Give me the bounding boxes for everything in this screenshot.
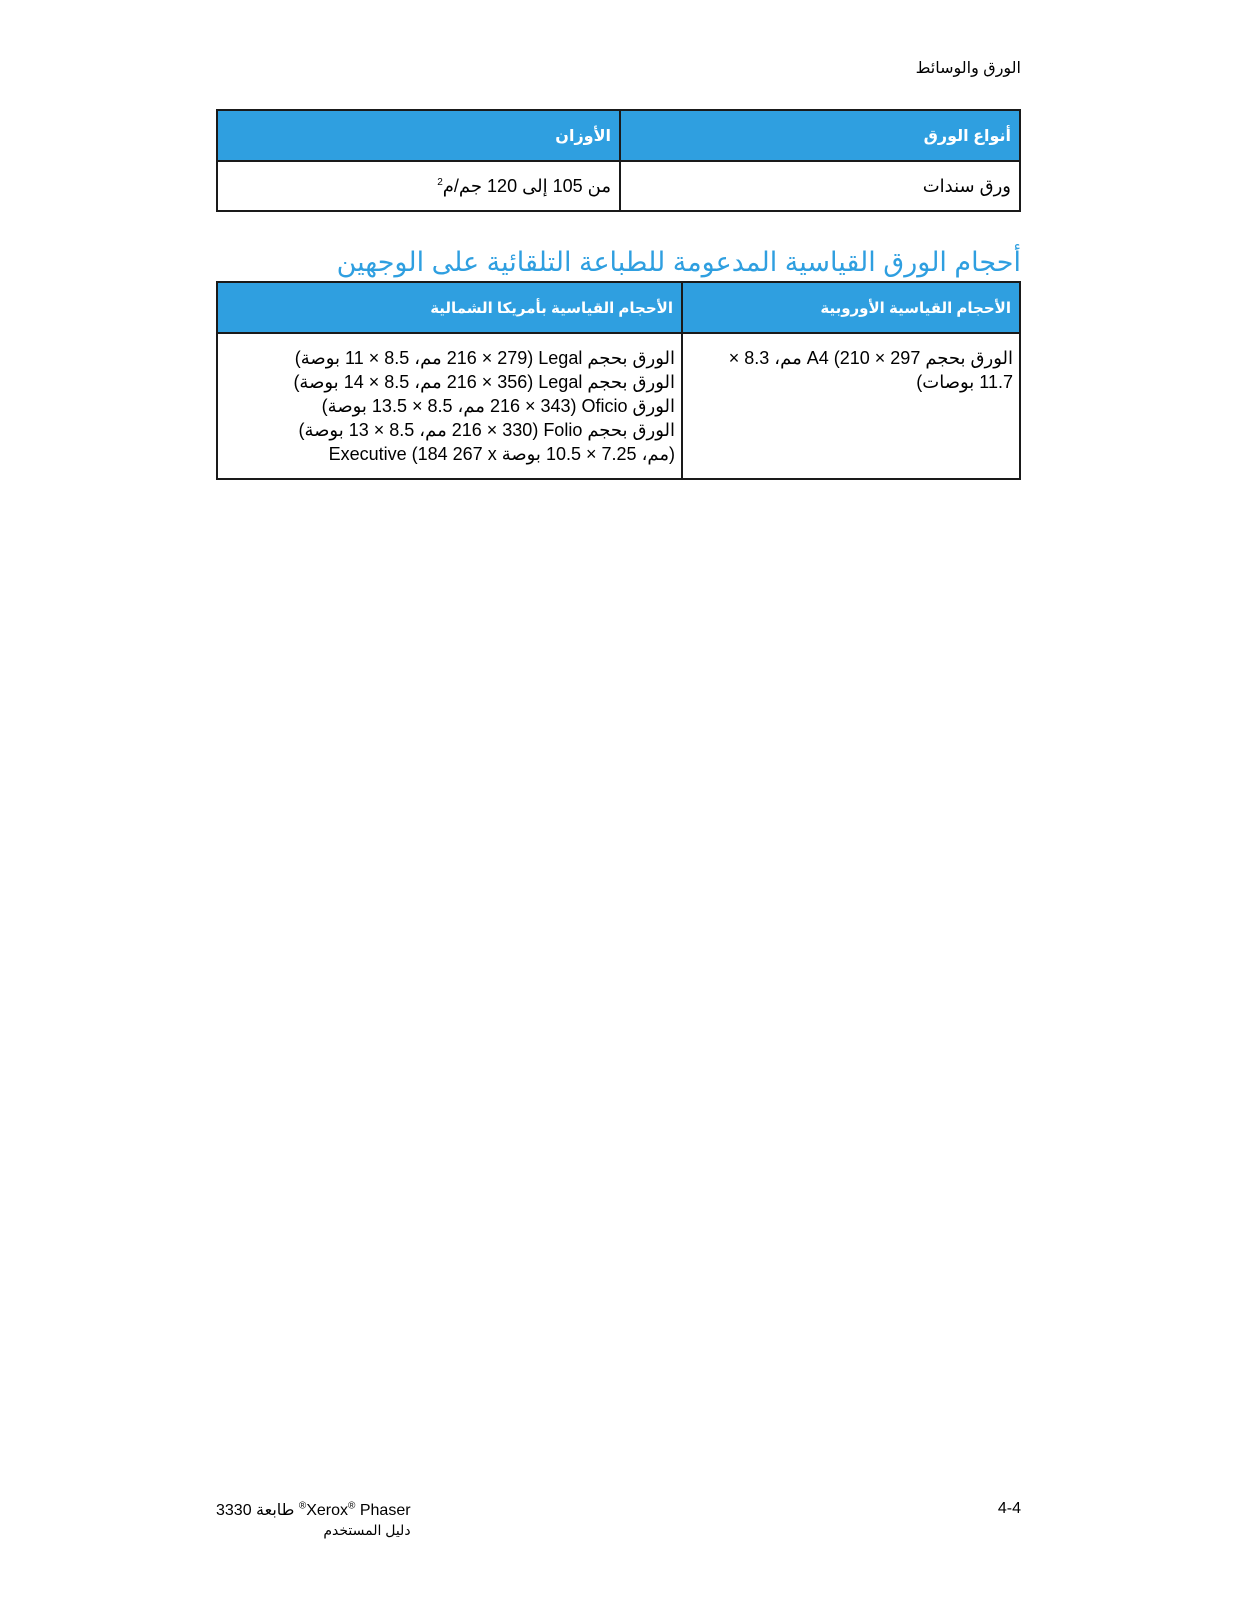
list-item: 11.7 بوصات) (916, 372, 1013, 392)
north-american-sizes-cell (217, 333, 682, 479)
list-item: الورق بحجم Legal (216 × 279 مم، 8.5 × 11 بوصة) (294, 348, 675, 368)
list-item: Executive (184 267 x مم، 7.25 × 10.5 بوصة) (328, 444, 675, 464)
table-header-row (217, 110, 1020, 161)
north-american-sizes-header: الأحجام القياسية بأمريكا الشمالية (217, 282, 682, 333)
registered-mark: ® (348, 1500, 356, 1512)
list-item: الورق بحجم Legal (216 × 356 مم، 8.5 × 14 بوصة) (293, 372, 675, 392)
paper-weights-table (216, 109, 1021, 212)
weights-header: الأوزان (217, 110, 620, 161)
page-number: 4-4 (997, 1500, 1021, 1517)
european-sizes-header: الأحجام القياسية الأوروبية (682, 282, 1020, 333)
paper-types-header: أنواع الورق (620, 110, 1020, 161)
list-item: الورق بحجم A4 (210 × 297 مم، 8.3 × (728, 348, 1013, 368)
footer-brand: Xerox (306, 1502, 349, 1519)
european-sizes-cell (682, 333, 1020, 479)
weight-value: من 105 إلى 120 جم/م (442, 175, 611, 196)
paper-type-cell: ورق سندات (620, 161, 1020, 211)
table-row (217, 333, 1020, 479)
weight-cell (217, 161, 620, 211)
weight-superscript: 2 (437, 176, 443, 188)
running-header-title: الورق والوسائط (915, 60, 1021, 77)
table-header-row (217, 282, 1020, 333)
footer-guide: دليل المستخدم (323, 1522, 411, 1538)
footer-model: Phaser (359, 1502, 411, 1519)
section-heading: أحجام الورق القياسية المدعومة للطباعة التلقائية على الوجهين (336, 247, 1021, 278)
list-item: الورق بحجم Folio (216 × 330 مم، 8.5 × 13 بوصة) (298, 420, 675, 440)
table-row (217, 161, 1020, 211)
registered-mark: ® (298, 1500, 307, 1512)
list-item: الورق Oficio (216 × 343 مم، 8.5 × 13.5 بوصة) (321, 396, 675, 416)
footer-product (216, 1500, 411, 1539)
duplex-sizes-table (216, 281, 1021, 480)
footer-printer: طابعة 3330 (216, 1502, 295, 1519)
